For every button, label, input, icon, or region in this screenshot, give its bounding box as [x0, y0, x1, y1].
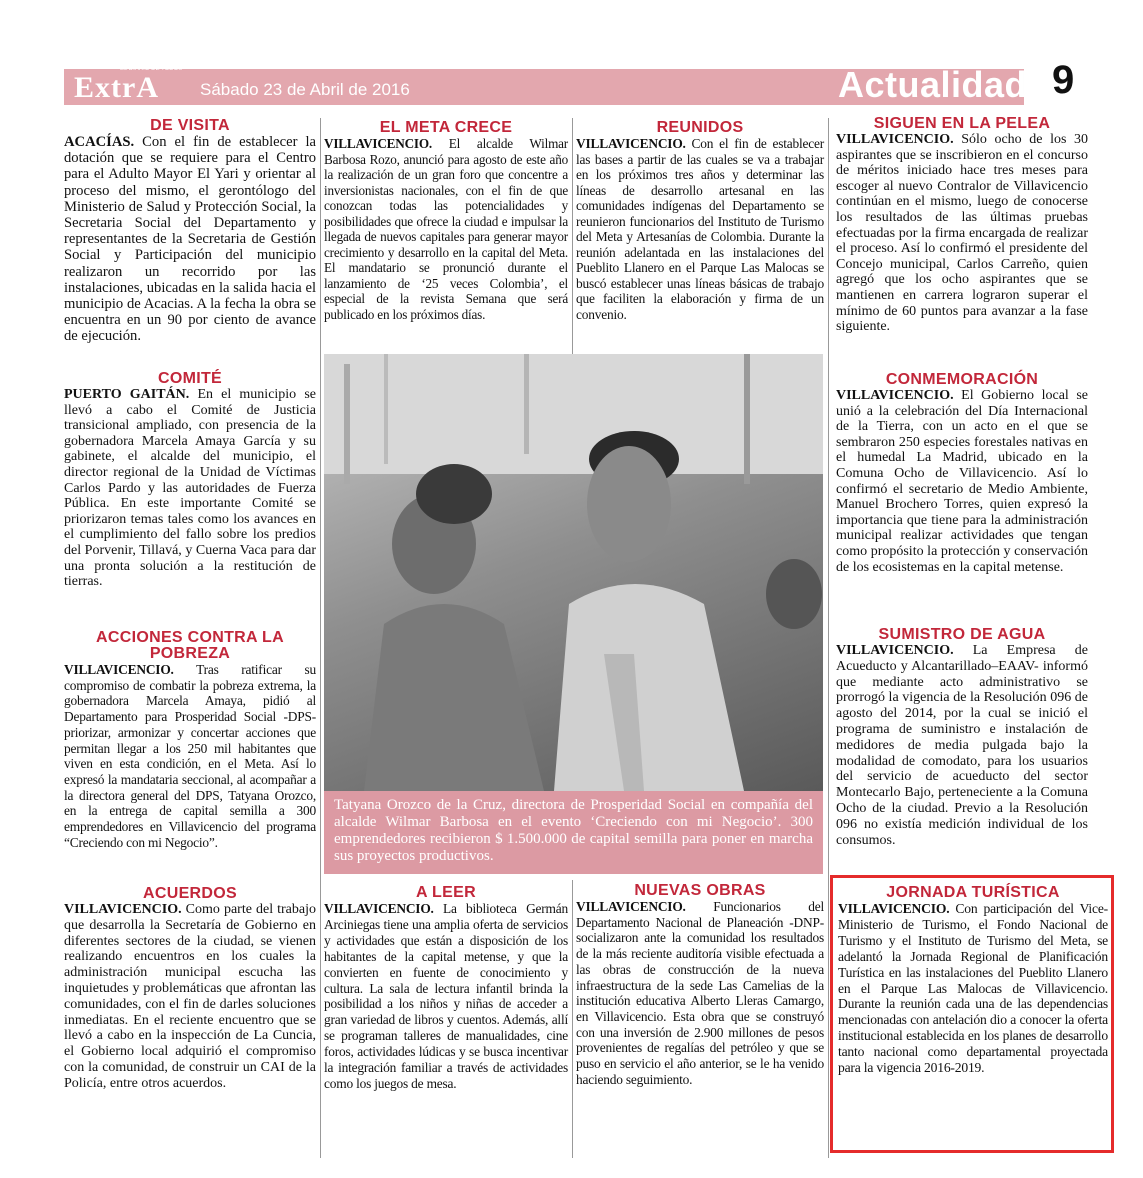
article-headline: ACCIONES CONTRA LA POBREZA: [96, 629, 284, 662]
article-body: VILLAVICENCIO. Como parte del trabajo que desarrolla la Secretaría de Gobierno en diferentes sectores de la ciudad, se vienen realizando encuentros en los cuales la administración municipal escucha las inquietudes y problemáticas que afrontan las comunidades, con el fin de darles soluciones inmediatas. En el reciente encuentro que se llevó a cabo en la inspección de La Cuncia, el Gobierno local adquirió el compromiso con la comunidad, de construir un CAI de la Policía, entre otros acuerdos.: [64, 902, 317, 1091]
article-body: VILLAVICENCIO. La biblioteca Germán Arciniegas tiene una amplia oferta de servicios y actividades que están a disposición de los habitantes de la capital metense, y que la convierten en fuente de conocimiento y cultura. La sala de lectura infantil brinda la posibilidad a los niños y niñas de acceder a gran variedad de libros y cuentos. Además, allí se programan talleres de manualidades, cine foros, actividades lúdicas y se busca incentivar la integración familiar a través de actividades como los juegos de mesa.: [324, 901, 568, 1091]
article-body: VILLAVICENCIO. Funcionarios del Departamento Nacional de Planeación -DNP- socializaron ante la comunidad los resultados de la más reciente auditoría visible efectuada a las obras de construcción de la nueva infraestructura de la sede Las Camelias de la institución educativa Alberto Lleras Camargo, en Villavicencio. Esta obra que se construyó con una inversión de 2.900 millones de pesos provenientes de regalías del petróleo y que se puso en servicio el año anterior, se le ha venido haciendo seguimiento.: [576, 899, 824, 1087]
section-title: Actualidad: [838, 64, 1028, 105]
article-acuerdos: [64, 885, 316, 1092]
article-acciones-contra-la-pobreza: [64, 630, 316, 850]
article-headline: CONMEMORACIÓN: [885, 371, 1039, 388]
article-headline: SUMISTRO DE AGUA: [878, 626, 1046, 643]
article-headline: EL META CRECE: [379, 119, 513, 136]
column-divider: [572, 118, 573, 354]
article-de-visita: [64, 117, 316, 345]
newspaper-logo: ExtrA: [74, 71, 159, 104]
page-number: 9: [1052, 58, 1075, 102]
column-divider: [572, 880, 573, 1158]
article-comite: [64, 370, 316, 590]
column-divider: [828, 118, 829, 1158]
issue-date: Sábado 23 de Abril de 2016: [200, 80, 410, 99]
column-divider: [320, 118, 321, 1158]
article-body: ACACÍAS. Con el fin de establecer la dotación que se requiere para el Centro para el Adulto Mayor El Yari y orientar al proceso del mismo, el gerontólogo del Ministerio de Salud y Protección Social, la Secretaria Social del Departamento y representantes de la Secretaria de Gestión Social y Participación del municipio realizaron un recorrido por las instalaciones, ubicadas en la salida hacia el municipio de Acacias. A la fecha la obra se encuentra en un 90 por ciento de avance de ejecución.: [64, 134, 316, 345]
article-body: VILLAVICENCIO. Tras ratificar su compromiso de combatir la pobreza extrema, la gobernadora Marcela Amaya, pidió al Departamento para Prosperidad Social -DPS- priorizar, armonizar y concertar acciones que permitan llegar a los 250 mil habitantes que viven en esta condición, en el Meta. Así lo expresó la mandataria seccional, al acompañar a la directora general del DPS, Tatyana Orozco, en la entrega de capital semilla a 300 emprendedores en Villavicencio del programa “Creciendo con mi Negocio”.: [64, 662, 316, 850]
article-siguen-en-la-pelea: [836, 115, 1088, 335]
article-conmemoracion: [836, 371, 1088, 575]
article-a-leer: [324, 884, 568, 1092]
article-body: VILLAVICENCIO. Con participación del Vice-Ministerio de Turismo, el Fondo Nacional de Turismo y el Instituto de Turismo del Meta, se adelantó la Jornada Regional de Planificación Turística en las instalaciones del Pueblito Llanero en el Parque Las Malocas de Villavicencio. Durante la reunión cada una de las dependencias mencionadas con antelación dio a conocer la oferta institucional establecida en los planes de desarrollo tanto nacional como departamental proyectada para la vigencia 2016-2019.: [838, 901, 1108, 1076]
article-headline: JORNADA TURÍSTICA: [886, 884, 1060, 901]
article-body: VILLAVICENCIO. El Gobierno local se unió a la celebración del Día Internacional de la Tierra, con un acto en el que se sembraron 250 especies forestales nativas en el humedal La Madrid, ubicado en la Comuna Ocho de Villavicencio. Así lo confirmó el secretario de Medio Ambiente, Manuel Brochero Torres, quien expresó la importancia que tiene para la administración municipal realizar actividades que tengan como propósito la protección y conservación de los ecosistemas en la capital metense.: [836, 388, 1089, 575]
photo-caption: Tatyana Orozco de la Cruz, directora de Prosperidad Social en compañía del alcalde Wilmar Barbosa en el evento ‘Creciendo con mi Negocio’. 300 emprendedores recibieron $ 1.500.000 de capital semilla para poner en marcha sus proyectos productivos.: [324, 791, 823, 874]
article-body: VILLAVICENCIO. Sólo ocho de los 30 aspirantes que se inscribieron en el concurso de méritos iniciado hace tres meses para escoger al nuevo Contralor de Villavicencio continúan en el mismo, luego de conocerse los resultados de las últimas pruebas efectuadas por la firma encargada de realizar el proceso. Así lo confirmó el presidente del Concejo municipal, Carlos Carreño, quien agregó que los ocho aspirantes que se mantienen en carrera lograron superar el mínimo de 60 puntos para avanzar a la fase siguiente.: [836, 132, 1088, 335]
article-body: VILLAVICENCIO. La Empresa de Acueducto y Alcantarillado–EAAV- informó que mediante acto administrativo se prorrogó la vigencia de la Resolución 096 de agosto del 2014, por la cual se inició el programa de suministro e instalación de medidores de media pulgada bajo la modalidad de comodato, para los usuarios del servicio de acueducto del sector Montecarlo Bajo, perteneciente a la Comuna Ocho de la ciudad. Previo a la Resolución 096 no existía medición individual de los consumos.: [836, 643, 1088, 848]
article-reunidos: [576, 119, 824, 322]
news-photo: [324, 354, 823, 791]
logo-tagline: EL DIARIO DE TODOS: [120, 66, 183, 72]
article-jornada-turistica: [838, 884, 1108, 1076]
article-headline: A LEER: [416, 884, 476, 901]
article-body: PUERTO GAITÁN. En el municipio se llevó a cabo el Comité de Justicia transicional ampliado, con presencia de la gobernadora Marcela Amaya García y su gabinete, el alcalde del municipio, el director regional de la Unidad de Víctimas Carlos Pardo y las autoridades de Fuerza Pública. En este importante Comité se priorizaron temas tales como los avances en el cumplimiento del fallo sobre los predios del Porvenir, Tillavá, y Cuerna Vaca para dar una pronta solución a la restitución de tierras.: [64, 387, 317, 590]
article-nuevas-obras: [576, 882, 824, 1087]
article-el-meta-crece: [324, 119, 568, 322]
article-headline: SIGUEN EN LA PELEA: [873, 115, 1051, 132]
article-headline: NUEVAS OBRAS: [634, 882, 766, 899]
news-photo-illustration: [324, 354, 823, 791]
article-headline: REUNIDOS: [656, 119, 744, 136]
article-headline: COMITÉ: [157, 370, 223, 387]
article-headline: DE VISITA: [150, 117, 230, 134]
article-body: VILLAVICENCIO. El alcalde Wilmar Barbosa Rozo, anunció para agosto de este año la realización de un gran foro que concentre a inversionistas nacionales, con el fin de que conozcan todas las potencialidades y posibilidades que ofrece la ciudad e impulsar la llegada de nuevos capitales para generar mayor crecimiento y desarrollo en la capital del Meta. El mandatario se pronunció durante el lanzamiento de ‘25 veces Colombia’, el especial de la revista Semana que será publicado en los próximos días.: [324, 136, 568, 322]
article-headline: ACUERDOS: [143, 885, 237, 902]
article-body: VILLAVICENCIO. Con el fin de establecer las bases a partir de las cuales se va a trabajar en los próximos tres años y determinar las líneas de desarrollo artesanal en las comunidades indígenas del Departamento se reunieron funcionarios del Instituto de Turismo del Meta y Artesanías de Colombia. Durante la reunión adelantada en las instalaciones del Pueblito Llanero en el Parque Las Malocas se buscó establecer unas líneas básicas de trabajo que faciliten la elaboración y firma de un convenio.: [576, 136, 824, 322]
article-sumistro-de-agua: [836, 626, 1088, 848]
